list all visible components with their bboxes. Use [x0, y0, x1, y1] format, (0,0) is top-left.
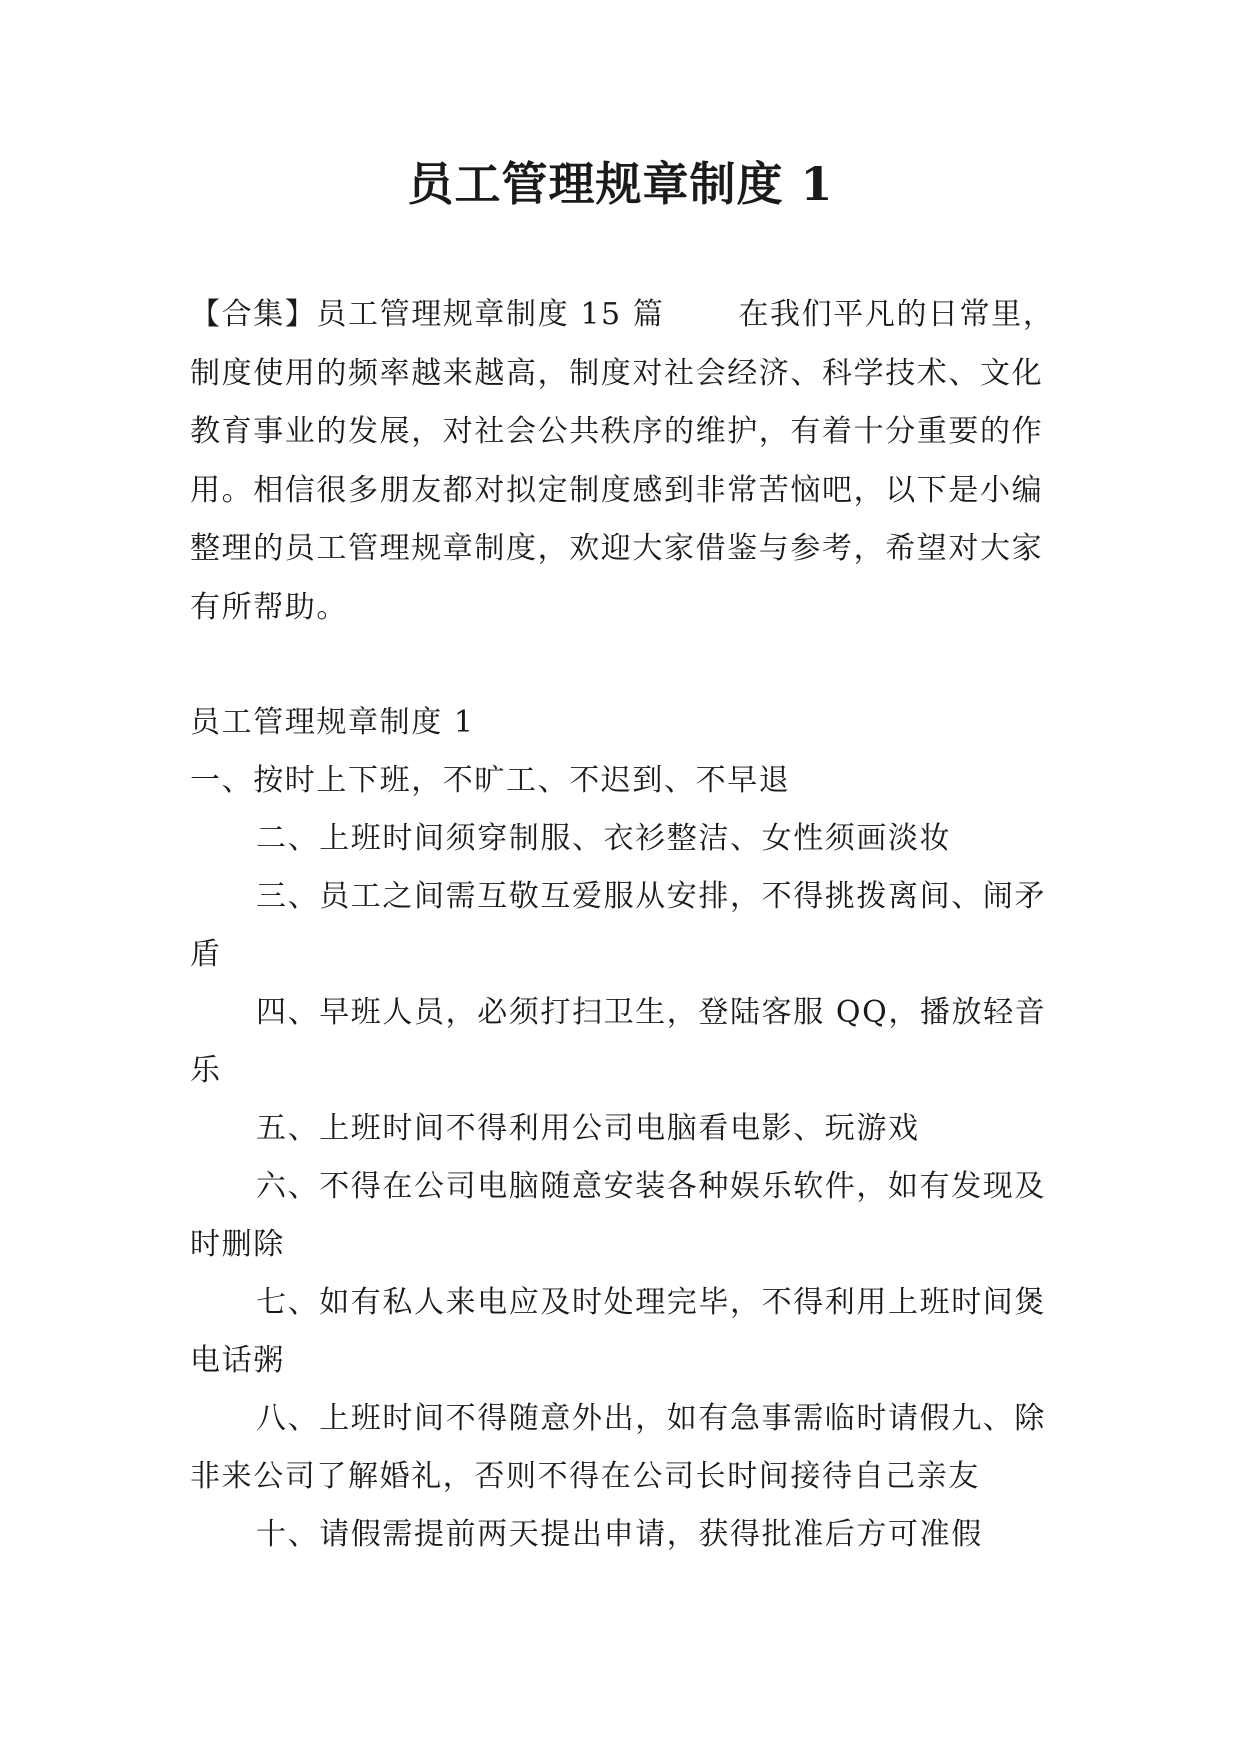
rules-section — [190, 694, 1070, 1564]
rule-item: 七、如有私人来电应及时处理完毕，不得利用上班时间煲电话粥 — [190, 1285, 1046, 1378]
rule-item: 一、按时上下班，不旷工、不迟到、不早退 — [190, 763, 791, 798]
intro-paragraph — [190, 286, 1070, 637]
intro-text: 在我们平凡的日常里，制度使用的频率越来越高，制度对社会经济、科学技术、文化教育事业的发展，对社会公共秩序的维护，有着十分重要的作用。相信很多朋友都对拟定制度感到非常苦恼吧，以下是小编整理的员工管理规章制度，欢迎大家借鉴与参考，希望对大家有所帮助。 — [190, 297, 1055, 625]
rule-item: 十、请假需提前两天提出申请，获得批准后方可准假 — [256, 1517, 983, 1552]
rule-item: 三、员工之间需互敬互爱服从安排，不得挑拨离间、闹矛盾 — [190, 879, 1046, 972]
intro-prefix: 【合集】员工管理规章制度 15 篇 — [190, 297, 665, 332]
rule-item: 八、上班时间不得随意外出，如有急事需临时请假九、除非来公司了解婚礼，否则不得在公司长时间接待自己亲友 — [190, 1401, 1046, 1494]
section-heading: 员工管理规章制度 1 — [190, 705, 475, 740]
rule-item: 五、上班时间不得利用公司电脑看电影、玩游戏 — [256, 1111, 920, 1146]
rule-item: 二、上班时间须穿制服、衣衫整洁、女性须画淡妆 — [256, 821, 952, 856]
rule-item: 六、不得在公司电脑随意安装各种娱乐软件，如有发现及时删除 — [190, 1169, 1046, 1262]
document-title: 员工管理规章制度 1 — [407, 157, 834, 211]
rule-item: 四、早班人员，必须打扫卫生，登陆客服 QQ，播放轻音乐 — [190, 995, 1047, 1088]
